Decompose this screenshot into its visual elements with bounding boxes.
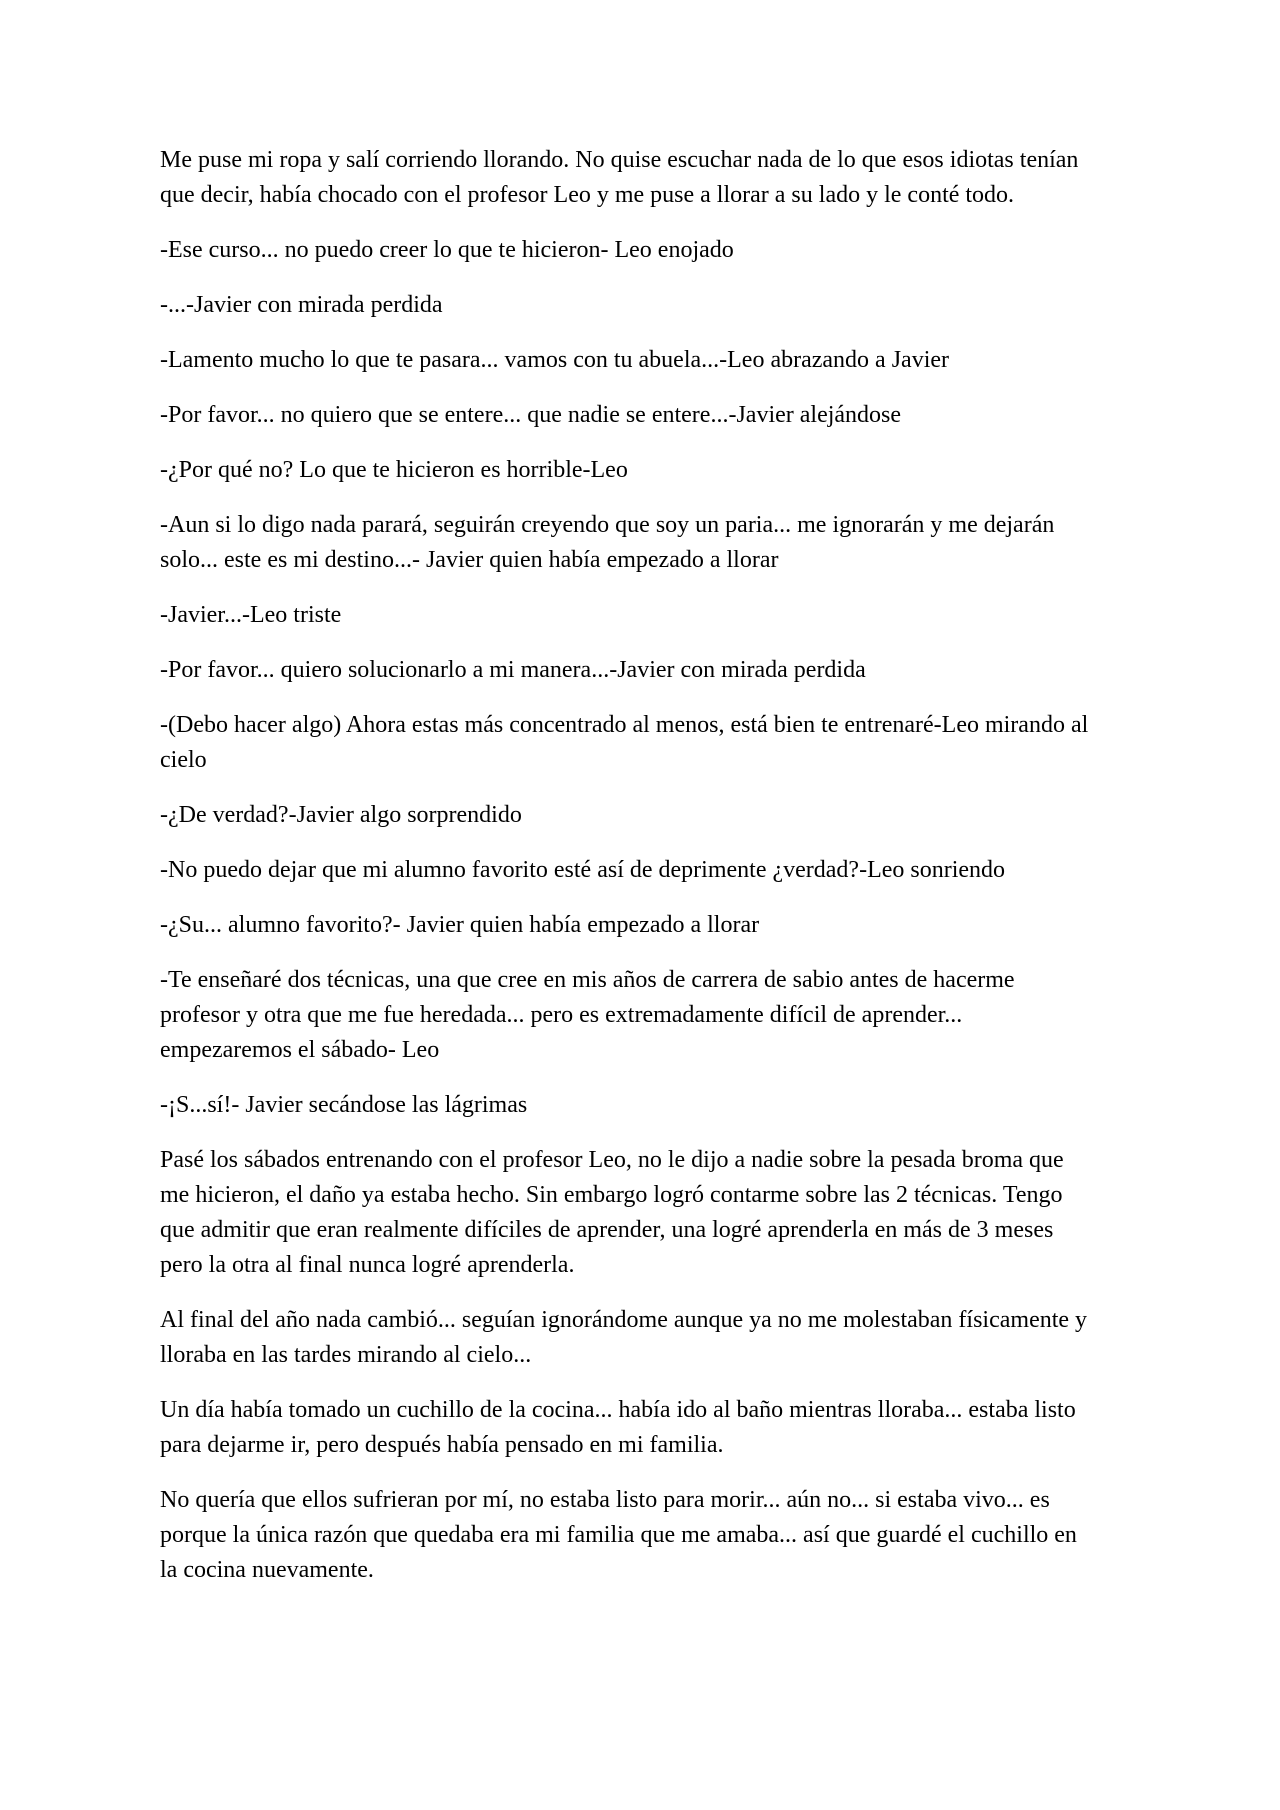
paragraph: -Te enseñaré dos técnicas, una que cree en mis años de carrera de sabio antes de hacerme profesor y otra que me fue heredada... pero es extremadamente difícil de aprender... empezaremos el sábado- Leo <box>160 967 1015 1063</box>
paragraph: -...-Javier con mirada perdida <box>160 292 443 318</box>
paragraph: -Lamento mucho lo que te pasara... vamos con tu abuela...-Leo abrazando a Javier <box>160 347 950 373</box>
paragraph: -No puedo dejar que mi alumno favorito esté así de deprimente ¿verdad?-Leo sonriendo <box>160 857 1006 883</box>
paragraph: -¡S...sí!- Javier secándose las lágrimas <box>160 1092 528 1118</box>
paragraph: Al final del año nada cambió... seguían ignorándome aunque ya no me molestaban físicamente y lloraba en las tardes mirando al cielo... <box>160 1307 1088 1368</box>
paragraph: -¿Por qué no? Lo que te hicieron es horrible-Leo <box>160 457 628 483</box>
paragraph: -Ese curso... no puedo creer lo que te hicieron- Leo enojado <box>160 237 734 263</box>
paragraph: -(Debo hacer algo) Ahora estas más concentrado al menos, está bien te entrenaré-Leo mirando al cielo <box>160 712 1089 773</box>
paragraph: -Javier...-Leo triste <box>160 602 342 628</box>
paragraph: No quería que ellos sufrieran por mí, no estaba listo para morir... aún no... si estaba vivo... es porque la única razón que quedaba era mi familia que me amaba... así que guardé el cuchillo en la cocina nuevamente. <box>160 1487 1077 1583</box>
paragraph: Un día había tomado un cuchillo de la cocina... había ido al baño mientras lloraba... estaba listo para dejarme ir, pero después había pensado en mi familia. <box>160 1397 1076 1458</box>
paragraph: Pasé los sábados entrenando con el profesor Leo, no le dijo a nadie sobre la pesada broma que me hicieron, el daño ya estaba hecho. Sin embargo logró contarme sobre las 2 técnicas. Tengo que admitir que eran realmente difíciles de aprender, una logré aprenderla en más de 3 meses pero la otra al final nunca logré aprenderla. <box>160 1147 1064 1278</box>
paragraph: -Aun si lo digo nada parará, seguirán creyendo que soy un paria... me ignorarán y me dejarán solo... este es mi destino...- Javier quien había empezado a llorar <box>160 512 1055 573</box>
document-text-column <box>160 143 1090 1588</box>
paragraph: -Por favor... no quiero que se entere... que nadie se entere...-Javier alejándose <box>160 402 902 428</box>
paragraph: -Por favor... quiero solucionarlo a mi manera...-Javier con mirada perdida <box>160 657 866 683</box>
paragraph: -¿De verdad?-Javier algo sorprendido <box>160 802 522 828</box>
paragraph: Me puse mi ropa y salí corriendo llorando. No quise escuchar nada de lo que esos idiotas tenían que decir, había chocado con el profesor Leo y me puse a llorar a su lado y le conté todo. <box>160 147 1079 208</box>
paragraph: -¿Su... alumno favorito?- Javier quien había empezado a llorar <box>160 912 760 938</box>
